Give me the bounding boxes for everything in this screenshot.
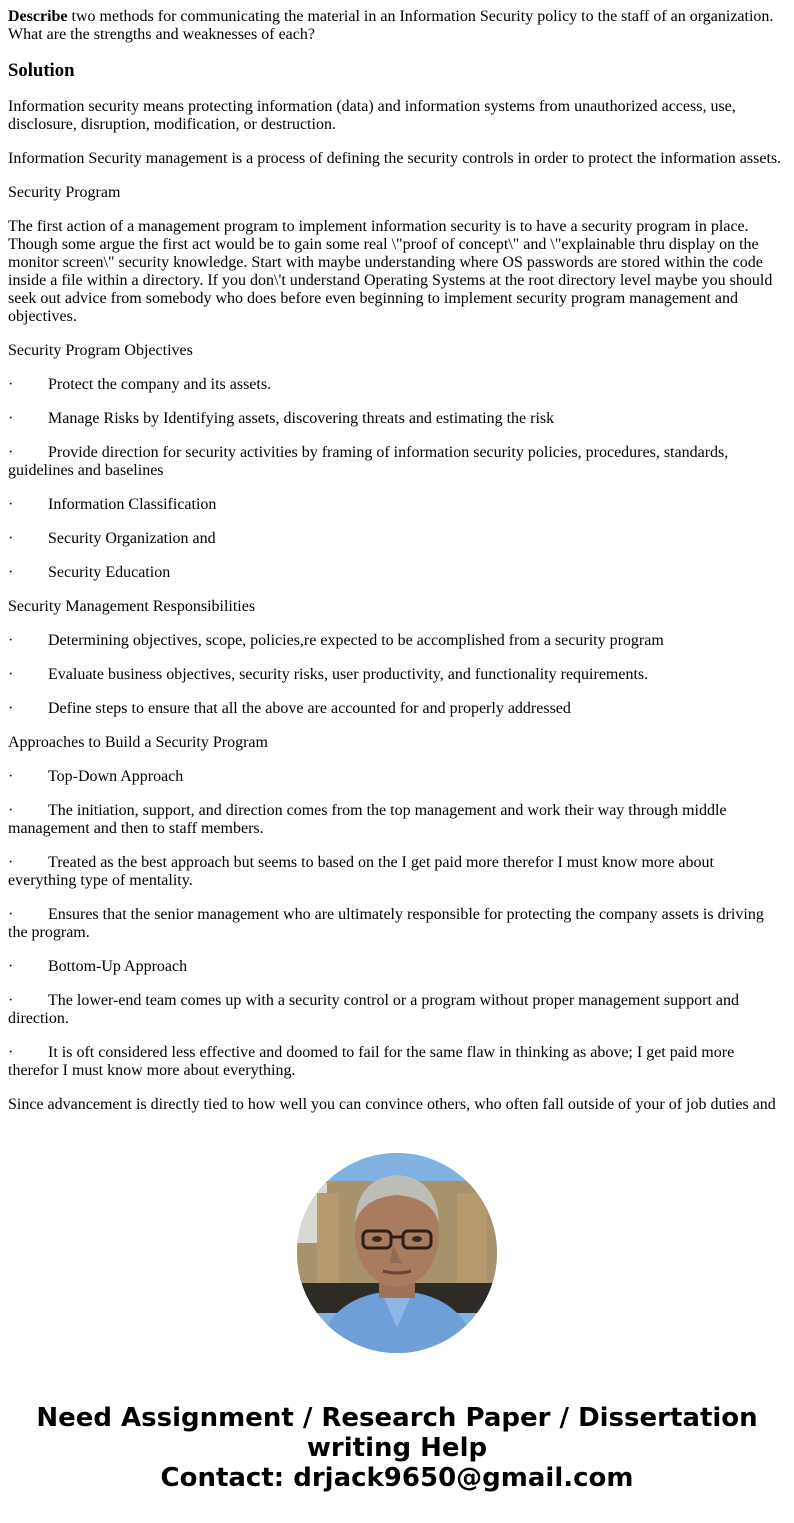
author-avatar bbox=[297, 1153, 497, 1353]
bullet-icon: · bbox=[8, 1044, 14, 1061]
bullet-icon: · bbox=[8, 632, 14, 649]
list-item: · The initiation, support, and direction comes from the top management and work their way through middle management and then to staff members. bbox=[8, 802, 727, 837]
bullet-icon: · bbox=[8, 376, 14, 393]
bullet-icon: · bbox=[8, 444, 14, 461]
question-text: two methods for communicating the material in an Information Security policy to the staff of an organization. What are the strengths and weaknesses of each? bbox=[8, 8, 774, 43]
promo-banner bbox=[0, 1403, 794, 1493]
bullet-icon: · bbox=[8, 496, 14, 513]
bullet-icon: · bbox=[8, 530, 14, 547]
paragraph-first-action: The first action of a management program to implement information security is to have a security program in place. Though some argue the first act would be to gain some real \"proof of concept\" and \"explainable thru display on the monitor screen\" security knowledge. Start with maybe understanding where OS passwords are stored within the code inside a file within a directory. If you don\'t understand Operating Systems at the root directory level maybe you should seek out advice from somebody who does before even beginning to implement security program management and objectives. bbox=[8, 218, 773, 325]
list-item: · The lower-end team comes up with a security control or a program without proper management support and direction. bbox=[8, 992, 740, 1027]
bullet-icon: · bbox=[8, 768, 14, 785]
list-item: · Evaluate business objectives, security risks, user productivity, and functionality requirements. bbox=[8, 666, 649, 683]
list-item: · Bottom-Up Approach bbox=[8, 958, 188, 975]
paragraph-management: Information Security management is a process of defining the security controls in order to protect the information assets. bbox=[8, 150, 782, 167]
list-item: · Protect the company and its assets. bbox=[8, 376, 272, 393]
promo-line-help: Need Assignment / Research Paper / Dissertation writing Help bbox=[36, 1403, 758, 1463]
person-photo-icon bbox=[297, 1153, 497, 1353]
list-item: · Information Classification bbox=[8, 496, 217, 513]
section-objectives: Security Program Objectives bbox=[8, 342, 193, 359]
paragraph-definition: Information security means protecting information (data) and information systems from unauthorized access, use, disclosure, disruption, modification, or destruction. bbox=[8, 98, 736, 133]
list-item: · Provide direction for security activities by framing of information security policies, procedures, standards, guidelines and baselines bbox=[8, 444, 729, 479]
section-security-program: Security Program bbox=[8, 184, 121, 201]
list-item: · Security Education bbox=[8, 564, 171, 581]
paragraph-advancement: Since advancement is directly tied to how well you can convince others, who often fall outside of your of job duties and bbox=[8, 1096, 776, 1113]
bullet-icon: · bbox=[8, 802, 14, 819]
list-item: · Determining objectives, scope, policies,re expected to be accomplished from a security program bbox=[8, 632, 664, 649]
bullet-icon: · bbox=[8, 410, 14, 427]
section-approaches: Approaches to Build a Security Program bbox=[8, 734, 268, 751]
list-item: · Security Organization and bbox=[8, 530, 216, 547]
promo-line-contact: Contact: drjack9650@gmail.com bbox=[160, 1463, 634, 1493]
document-content bbox=[8, 8, 786, 1122]
bullet-icon: · bbox=[8, 958, 14, 975]
bullet-icon: · bbox=[8, 666, 14, 683]
section-responsibilities: Security Management Responsibilities bbox=[8, 598, 256, 615]
list-item: · It is oft considered less effective and doomed to fail for the same flaw in thinking as above; I get paid more therefor I must know more about everything. bbox=[8, 1044, 735, 1079]
bullet-icon: · bbox=[8, 564, 14, 581]
question-lead: Describe bbox=[8, 8, 68, 25]
list-item: · Manage Risks by Identifying assets, discovering threats and estimating the risk bbox=[8, 410, 555, 427]
list-item: · Treated as the best approach but seems to based on the I get paid more therefor I must know more about everything type of mentality. bbox=[8, 854, 714, 889]
list-item: · Define steps to ensure that all the above are accounted for and properly addressed bbox=[8, 700, 571, 717]
question bbox=[8, 8, 786, 44]
list-item: · Ensures that the senior management who are ultimately responsible for protecting the company assets is driving the program. bbox=[8, 906, 764, 941]
bullet-icon: · bbox=[8, 700, 14, 717]
list-item: · Top-Down Approach bbox=[8, 768, 184, 785]
bullet-icon: · bbox=[8, 992, 14, 1009]
bullet-icon: · bbox=[8, 906, 14, 923]
solution-heading: Solution bbox=[8, 60, 75, 81]
bullet-icon: · bbox=[8, 854, 14, 871]
